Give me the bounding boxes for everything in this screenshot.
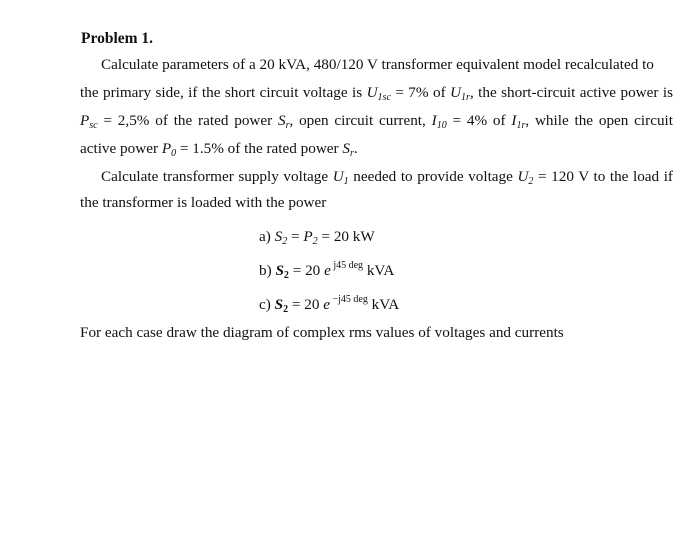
case-label: b) <box>259 262 276 279</box>
symbol: U <box>517 168 529 185</box>
subscript: 0 <box>171 148 177 159</box>
symbol: P <box>161 140 172 157</box>
symbol-u2 <box>517 168 533 185</box>
text: . <box>353 140 358 157</box>
symbol-u1sc <box>367 84 391 101</box>
symbol: S <box>274 296 284 313</box>
text: = 20 <box>288 262 325 279</box>
text: , open circuit current, <box>289 112 432 129</box>
para2-line1 <box>101 168 673 186</box>
symbol: S <box>342 140 350 157</box>
unit: kVA <box>363 262 395 279</box>
text: = 4% of <box>446 112 512 129</box>
symbol: S <box>277 112 286 129</box>
subscript: r <box>285 120 290 131</box>
symbol-u1 <box>333 168 349 185</box>
subscript: 2 <box>312 236 318 247</box>
symbol-psc <box>80 112 98 129</box>
exp-base: e <box>324 262 331 279</box>
symbol-s2 <box>275 228 288 245</box>
case-label: c) <box>259 296 275 313</box>
complex-s2 <box>275 296 288 313</box>
problem-title: Problem 1. <box>81 30 154 47</box>
case-c <box>259 296 399 314</box>
subscript: 1r <box>516 120 526 131</box>
symbol-u1r <box>450 84 470 101</box>
text: Calculate transformer supply voltage <box>101 168 333 185</box>
subscript: 1r <box>461 92 470 103</box>
subscript: 2 <box>283 304 289 315</box>
unit: kVA <box>367 296 400 313</box>
para1-line4 <box>80 140 358 158</box>
text: , while the open circuit <box>525 112 673 129</box>
symbol-p2 <box>303 228 317 245</box>
symbol: P <box>303 228 313 245</box>
symbol: I <box>431 112 437 129</box>
para1-line1: Calculate parameters of a 20 kVA, 480/120 V transformer equivalent model recalculated to <box>101 56 654 73</box>
subscript: 1 <box>343 176 349 187</box>
symbol-i10 <box>432 112 447 129</box>
symbol: U <box>332 168 344 185</box>
subscript: 2 <box>528 176 534 187</box>
exponent: −j45 deg <box>329 294 368 305</box>
exponent: j45 deg <box>330 260 364 271</box>
symbol-sr <box>278 112 290 129</box>
symbol: I <box>511 112 517 129</box>
symbol-p0 <box>162 140 176 157</box>
para2-line2: the transformer is loaded with the power <box>80 194 327 211</box>
subscript: 1sc <box>377 92 391 103</box>
symbol: S <box>275 262 284 279</box>
subscript: 10 <box>436 120 447 131</box>
subscript: 2 <box>283 270 289 281</box>
case-b <box>259 262 394 280</box>
symbol: U <box>366 84 378 101</box>
text: active power <box>80 140 162 157</box>
para1-line3 <box>80 112 673 130</box>
text: = <box>287 228 304 245</box>
text: , the short-circuit active power is <box>469 84 673 101</box>
subscript: r <box>349 148 354 159</box>
complex-s2 <box>275 262 288 279</box>
symbol: P <box>80 112 90 129</box>
text: the primary side, if the short circuit voltage is <box>80 84 367 101</box>
text: = 1.5% of the rated power <box>176 140 343 157</box>
para1-line2 <box>80 84 673 102</box>
text: = 2,5% of the rated power <box>97 112 278 129</box>
closing-instruction: For each case draw the diagram of complex rms values of voltages and currents <box>80 324 564 341</box>
text: = 7% of <box>390 84 451 101</box>
subscript: sc <box>89 120 98 131</box>
symbol: U <box>450 84 462 101</box>
symbol: S <box>274 228 283 245</box>
subscript: 2 <box>282 236 288 247</box>
case-label: a) <box>259 228 275 245</box>
case-a <box>259 228 375 246</box>
text: = 20 <box>288 296 324 313</box>
text: = 120 V to the load if <box>533 168 673 185</box>
symbol-i1r <box>511 112 525 129</box>
exp-base: e <box>323 296 330 313</box>
text: needed to provide voltage <box>348 168 518 185</box>
text: = 20 kW <box>317 228 375 245</box>
symbol-sr <box>342 140 354 157</box>
